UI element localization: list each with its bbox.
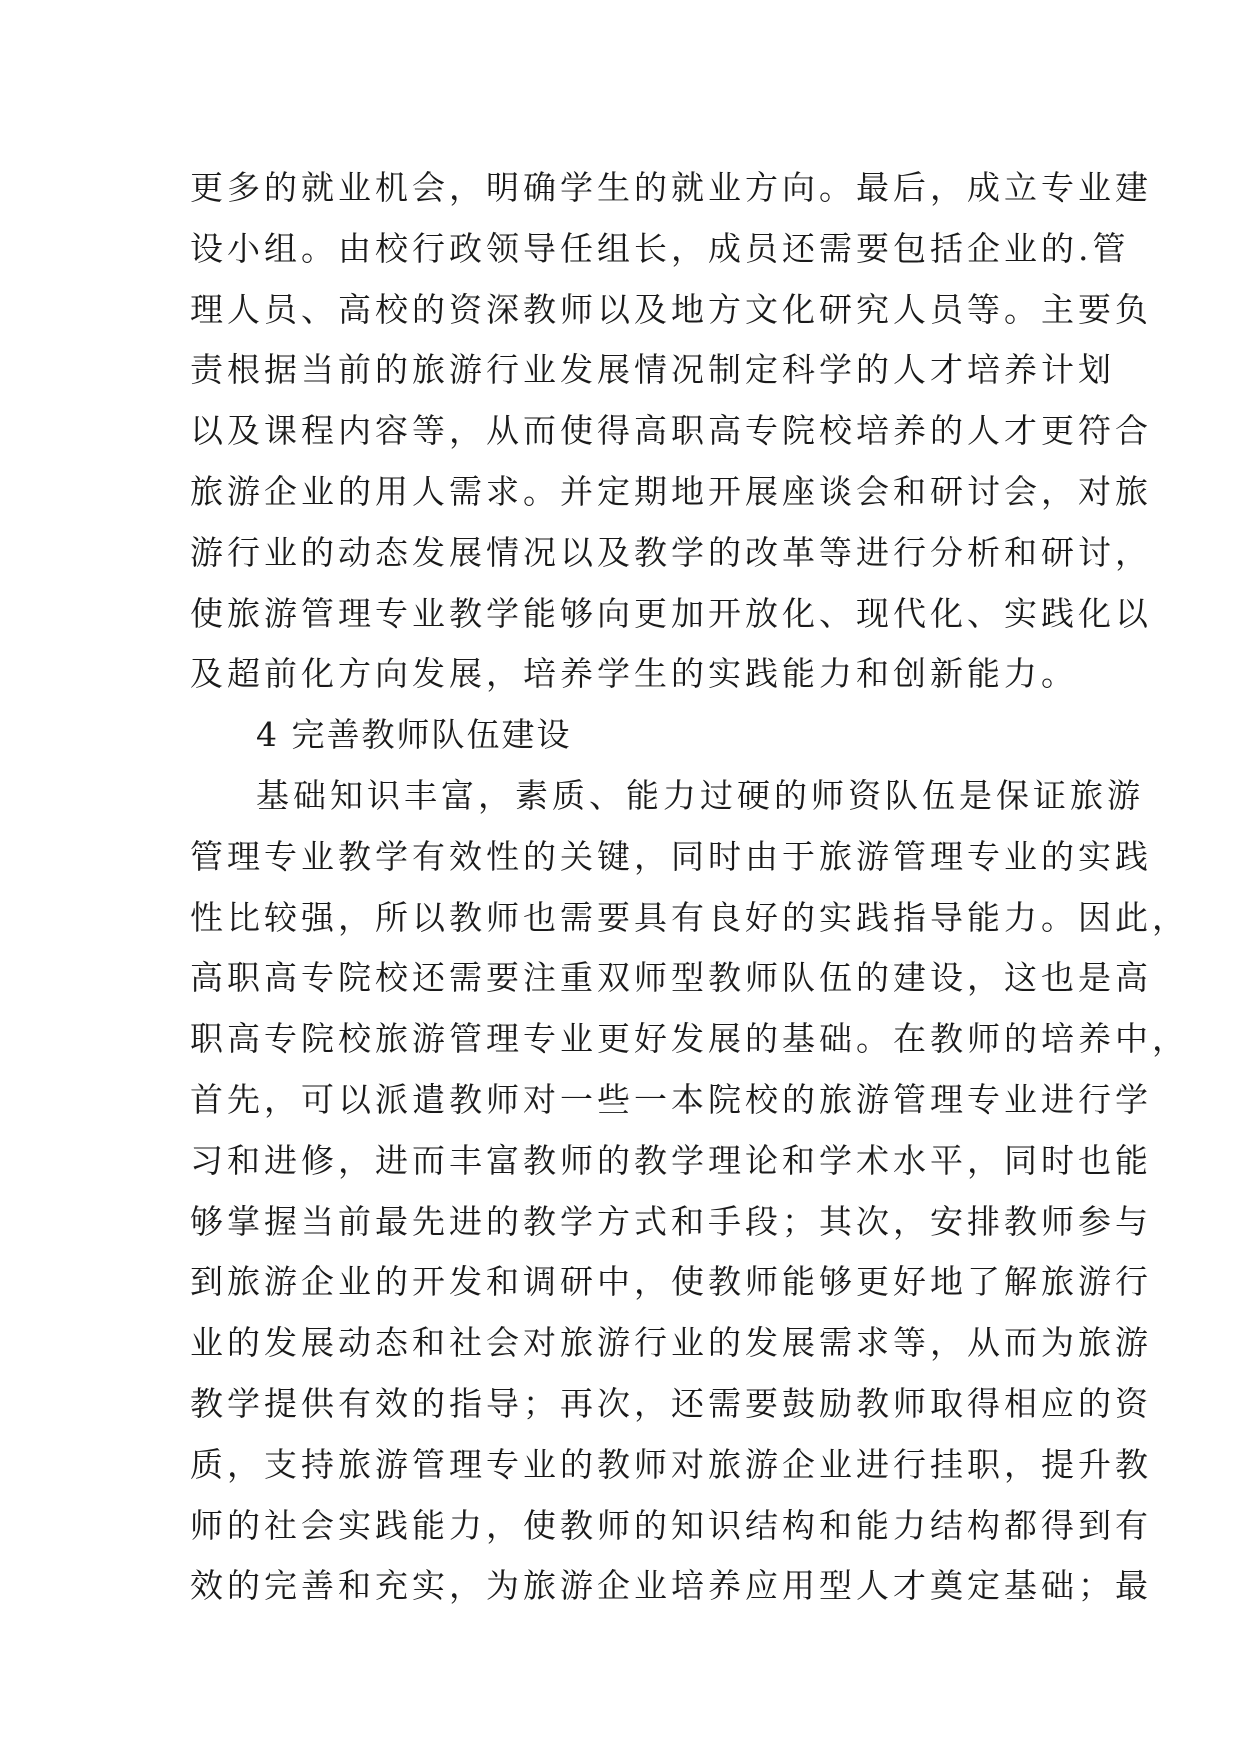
text-line: 效的完善和充实，为旅游企业培养应用型人才奠定基础；最	[190, 1566, 1152, 1606]
text-line: 够掌握当前最先进的教学方式和手段；其次，安排教师参与	[190, 1201, 1152, 1241]
paragraph-1	[190, 158, 1152, 705]
text-line: 师的社会实践能力，使教师的知识结构和能力结构都得到有	[190, 1505, 1152, 1545]
text-line: 管理专业教学有效性的关键，同时由于旅游管理专业的实践	[190, 836, 1152, 876]
section-heading: 4 完善教师队伍建设	[256, 715, 572, 755]
text-line: 到旅游企业的开发和调研中，使教师能够更好地了解旅游行	[190, 1262, 1152, 1302]
document-body	[190, 158, 1189, 1617]
text-line: 更多的就业机会，明确学生的就业方向。最后，成立专业建	[190, 168, 1152, 207]
text-line: 首先，可以派遣教师对一些一本院校的旅游管理专业进行学	[190, 1079, 1152, 1119]
text-line: 使旅游管理专业教学能够向更加开放化、现代化、实践化以	[190, 593, 1152, 633]
text-line: 性比较强，所以教师也需要具有良好的实践指导能力。因此，	[190, 897, 1189, 937]
text-line: 及超前化方向发展，培养学生的实践能力和创新能力。	[190, 654, 1078, 694]
text-line: 业的发展动态和社会对旅游行业的发展需求等，从而为旅游	[190, 1323, 1152, 1363]
text-line: 游行业的动态发展情况以及教学的改革等进行分析和研讨，	[190, 532, 1152, 572]
text-line: 旅游企业的用人需求。并定期地开展座谈会和研讨会，对旅	[190, 471, 1152, 511]
text-line: 职高专院校旅游管理专业更好发展的基础。在教师的培养中，	[190, 1019, 1189, 1059]
text-line: 教学提供有效的指导；再次，还需要鼓励教师取得相应的资	[190, 1383, 1152, 1423]
text-line: 设小组。由校行政领导任组长，成员还需要包括企业的.管	[190, 228, 1130, 268]
text-line: 高职高专院校还需要注重双师型教师队伍的建设，这也是高	[190, 958, 1152, 998]
text-line: 质，支持旅游管理专业的教师对旅游企业进行挂职，提升教	[190, 1444, 1152, 1484]
text-line: 习和进修，进而丰富教师的教学理论和学术水平，同时也能	[190, 1140, 1152, 1180]
text-line: 责根据当前的旅游行业发展情况制定科学的人才培养计划	[190, 350, 1115, 390]
text-line: 以及课程内容等，从而使得高职高专院校培养的人才更符合	[190, 411, 1152, 451]
text-line: 理人员、高校的资深教师以及地方文化研究人员等。主要负	[190, 289, 1152, 329]
paragraph-2	[190, 766, 1189, 1617]
text-line: 基础知识丰富，素质、能力过硬的师资队伍是保证旅游	[256, 775, 1144, 815]
